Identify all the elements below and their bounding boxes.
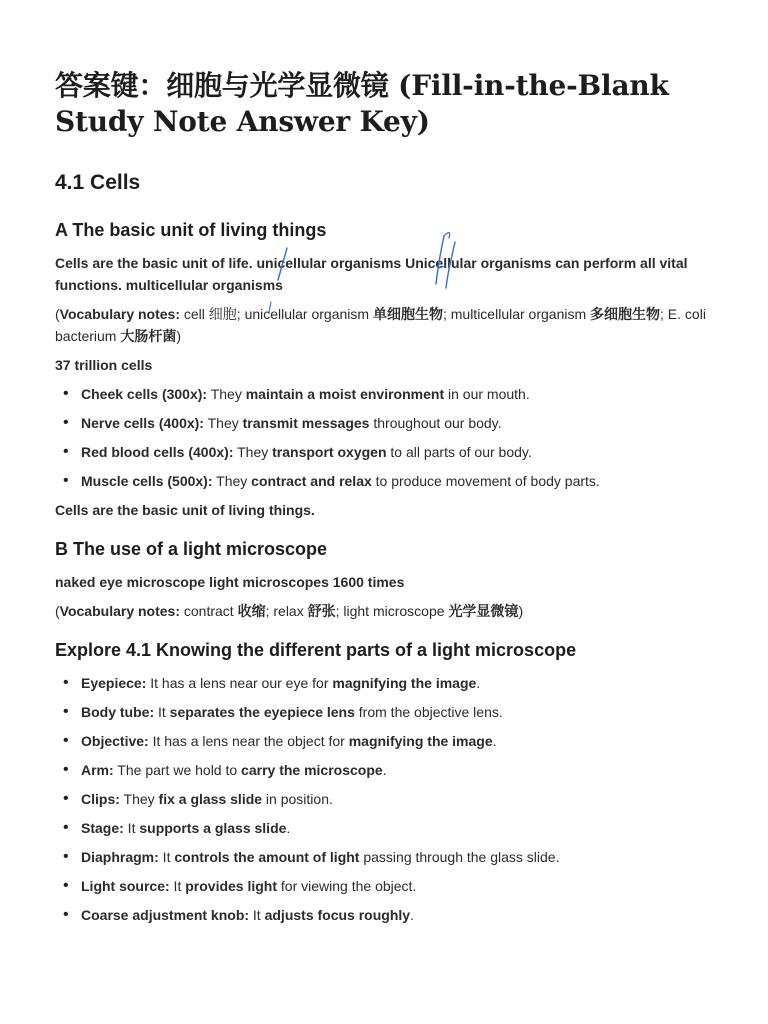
text-run: 单细胞生物 — [372, 306, 443, 322]
text-run: It has a lens near our eye for — [146, 675, 333, 691]
text-run: in our mouth. — [444, 386, 530, 402]
text-run: Muscle cells (500x): — [81, 473, 213, 489]
cell-type-item — [55, 412, 725, 434]
text-run: ; relax — [265, 603, 308, 619]
text-run: It has a lens near the object for — [148, 733, 349, 749]
text-run: to all parts of our body. — [386, 444, 532, 460]
text-run: They — [207, 386, 246, 402]
text-run: Cheek cells (300x): — [81, 386, 208, 402]
text-run: supports a glass slide — [139, 820, 287, 836]
text-run: in position. — [262, 791, 333, 807]
text-run: provides light — [185, 878, 278, 894]
text-run: magnifying the image — [332, 675, 477, 691]
text-run: fix a glass slide — [158, 791, 263, 807]
page-title: 答案键：细胞与光学显微镜 (Fill-in-the-Blank Study Note Answer Key) — [55, 69, 669, 138]
explore-heading: Explore 4.1 Knowing the different parts of a light microscope — [55, 640, 577, 660]
text-run: from the objective lens. — [354, 704, 503, 720]
text-run: It — [123, 820, 140, 836]
text-run: ) — [176, 328, 182, 344]
text-run: Coarse adjustment knob: — [81, 907, 250, 923]
microscope-part-item — [55, 846, 725, 868]
text-run: . — [382, 762, 387, 778]
text-run: . — [410, 907, 414, 923]
text-run: . — [492, 733, 497, 749]
document-page — [55, 68, 725, 933]
text-run: Objective: — [81, 733, 149, 749]
text-run: 多细胞生物 — [590, 306, 661, 322]
microscope-part-item — [55, 701, 725, 723]
text-run: It — [154, 704, 170, 720]
text-run: Clips: — [81, 791, 120, 807]
text-run: Stage: — [81, 820, 124, 836]
text-run: separates the eyepiece lens — [169, 704, 355, 720]
text-run: maintain a moist environment — [245, 386, 445, 402]
text-run: It — [249, 907, 265, 923]
text-run: They — [119, 791, 159, 807]
text-run: Vocabulary notes: — [59, 306, 180, 322]
subsection-a-answers: Cells are the basic unit of life. unicellular organisms Unicellular organisms can perform all vital functions. multicellular organisms — [55, 255, 688, 293]
text-run: Body tube: — [81, 704, 155, 720]
section-heading: 4.1 Cells — [55, 171, 141, 194]
text-run: Diaphragm: — [81, 849, 159, 865]
microscope-part-item — [55, 759, 725, 781]
cell-type-item — [55, 383, 725, 405]
cell-type-item — [55, 441, 725, 463]
text-run: ; multicellular organism — [442, 306, 591, 322]
subsection-a-heading: A The basic unit of living things — [55, 220, 327, 240]
text-run: ; light microscope — [335, 603, 449, 619]
subsection-b-answers: naked eye microscope light microscopes 1600 times — [55, 574, 405, 590]
text-run: ) — [518, 603, 524, 619]
text-run: They — [212, 473, 252, 489]
text-run: 舒张 — [307, 603, 336, 619]
text-run: 光学显微镜 — [448, 603, 519, 619]
text-run: It — [169, 878, 186, 894]
text-run: contract — [180, 603, 238, 619]
subsection-b-heading: B The use of a light microscope — [55, 539, 328, 559]
text-run: Eyepiece: — [81, 675, 147, 691]
text-run: carry the microscope — [241, 762, 383, 778]
text-run: Red blood cells (400x): — [81, 444, 234, 460]
text-run: magnifying the image — [348, 733, 493, 749]
text-run: passing through the glass slide. — [359, 849, 560, 865]
cell-count: 37 trillion cells — [55, 357, 153, 373]
subsection-b-vocab — [55, 600, 725, 622]
microscope-part-item — [55, 730, 725, 752]
text-run: They — [233, 444, 273, 460]
text-run: 大肠杆菌 — [120, 328, 177, 344]
subsection-a-vocab — [55, 303, 725, 347]
text-run: They — [203, 415, 243, 431]
microscope-part-item — [55, 817, 725, 839]
text-run: 收缩 — [237, 603, 266, 619]
text-run: for viewing the object. — [277, 878, 417, 894]
text-run: to produce movement of body parts. — [371, 473, 600, 489]
text-run: It — [158, 849, 175, 865]
text-run: throughout our body. — [369, 415, 502, 431]
text-run: controls the amount of light — [174, 849, 360, 865]
text-run: ( — [55, 306, 60, 322]
text-run: Vocabulary notes: — [59, 603, 180, 619]
text-run: ; E. coli bacterium — [55, 306, 706, 344]
microscope-part-item — [55, 875, 725, 897]
microscope-part-item — [55, 788, 725, 810]
text-run: transport oxygen — [272, 444, 387, 460]
text-run: Light source: — [81, 878, 170, 894]
cell-types-list — [55, 383, 725, 492]
text-run: contract and relax — [251, 473, 372, 489]
microscope-part-item — [55, 904, 725, 926]
cell-type-item — [55, 470, 725, 492]
microscope-parts-list — [55, 672, 725, 926]
text-run: adjusts focus roughly — [264, 907, 411, 923]
text-run: ( — [55, 603, 60, 619]
subsection-a-conclusion: Cells are the basic unit of living things. — [55, 502, 315, 518]
text-run: Nerve cells (400x): — [81, 415, 204, 431]
microscope-part-item — [55, 672, 725, 694]
text-run: . — [286, 820, 291, 836]
text-run: transmit messages — [242, 415, 370, 431]
text-run: The part we hold to — [113, 762, 242, 778]
text-run: cell 细胞; unicellular organism — [180, 306, 373, 322]
text-run: Arm: — [81, 762, 114, 778]
text-run: . — [476, 675, 481, 691]
